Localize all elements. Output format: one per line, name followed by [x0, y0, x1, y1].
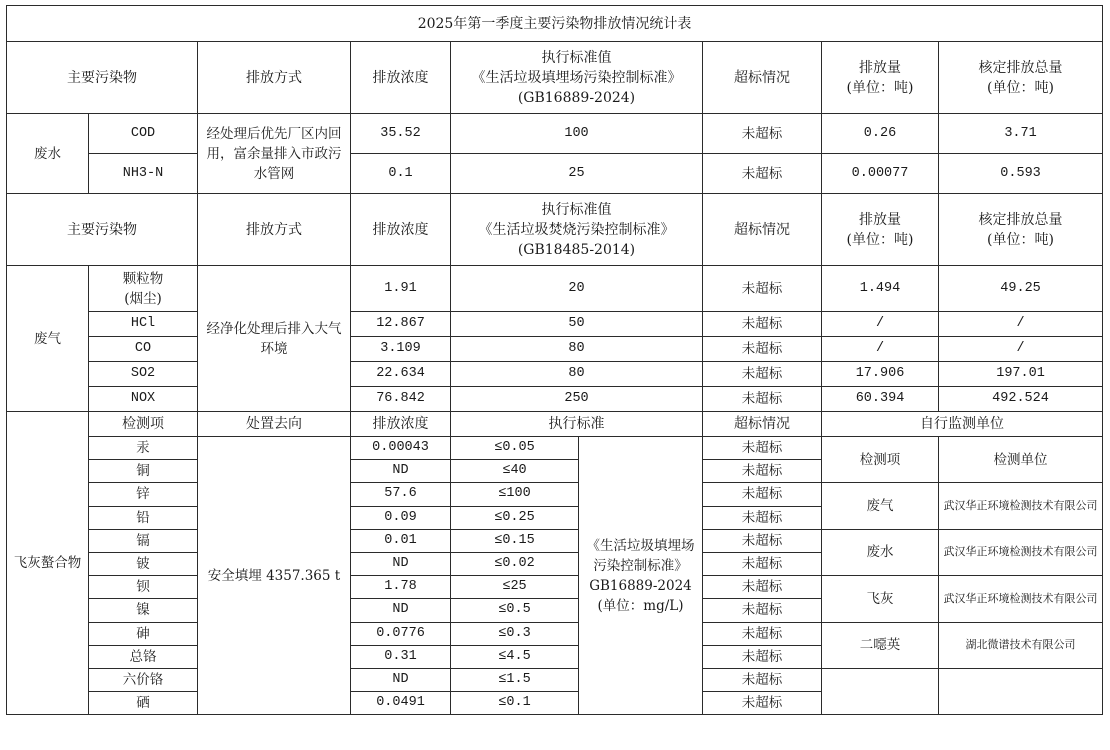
wastewater-method: 经处理后优先厂区内回用，富余量排入市政污水管网: [198, 114, 351, 194]
exceed-status: 未超标: [703, 483, 822, 506]
amount-label: 排放量: [859, 211, 901, 228]
total-value: 49.25: [939, 266, 1103, 312]
flyash-item: 砷: [89, 622, 198, 645]
concentration-value: 22.634: [351, 362, 451, 387]
wastegas-row-co: [7, 337, 1103, 362]
standard-name: 《生活垃圾焚烧污染控制标准》: [478, 221, 675, 238]
flyash-limit: ≤1.5: [451, 668, 579, 691]
emission-table: [6, 5, 1103, 715]
exceed-status: 未超标: [703, 576, 822, 599]
exceed-status: 未超标: [703, 312, 822, 337]
pollutant-name: COD: [89, 114, 198, 154]
amount-value: 0.00077: [822, 154, 939, 194]
concentration-value: 1.91: [351, 266, 451, 312]
flyash-standard-note: 《生活垃圾填埋场污染控制标准》GB16889-2024 (单位：mg/L): [579, 437, 703, 715]
concentration-value: 76.842: [351, 387, 451, 412]
wastegas-header-row: [7, 194, 1103, 266]
flyash-limit: ≤4.5: [451, 645, 579, 668]
flyash-concentration: 0.00043: [351, 437, 451, 460]
flyash-category: 飞灰螯合物: [7, 412, 89, 715]
flyash-concentration: 0.01: [351, 529, 451, 552]
monitor-unit: 武汉华正环境检测技术有限公司: [939, 529, 1103, 575]
flyash-row: [7, 668, 1103, 691]
amount-unit: (单位：吨): [846, 79, 914, 96]
total-label: 核定排放总量: [978, 211, 1063, 228]
flyash-item: 铅: [89, 506, 198, 529]
header-total: [939, 42, 1103, 114]
exceed-status: 未超标: [703, 437, 822, 460]
total-value: 492.524: [939, 387, 1103, 412]
flyash-disposal: 安全填埋 4357.365 t: [198, 437, 351, 715]
monitor-empty-cell: [822, 668, 939, 714]
wastewater-category: 废水: [7, 114, 89, 194]
flyash-row: [7, 437, 1103, 460]
total-value: /: [939, 337, 1103, 362]
flyash-concentration: 0.31: [351, 645, 451, 668]
flyash-limit: ≤0.25: [451, 506, 579, 529]
standard-value: 250: [451, 387, 703, 412]
monitor-unit: 武汉华正环境检测技术有限公司: [939, 576, 1103, 622]
concentration-value: 12.867: [351, 312, 451, 337]
header-exceed: 超标情况: [703, 42, 822, 114]
flyash-item: 汞: [89, 437, 198, 460]
header-exceed: 超标情况: [703, 412, 822, 437]
flyash-limit: ≤25: [451, 576, 579, 599]
flyash-limit: ≤0.02: [451, 552, 579, 575]
total-label: 核定排放总量: [978, 59, 1063, 76]
header-amount: [822, 42, 939, 114]
pollutant-name-line2: (烟尘): [124, 290, 162, 307]
flyash-limit: ≤0.05: [451, 437, 579, 460]
concentration-value: 35.52: [351, 114, 451, 154]
table-title: 2025年第一季度主要污染物排放情况统计表: [7, 6, 1103, 42]
standard-name: 《生活垃圾填埋场污染控制标准》: [471, 69, 682, 86]
amount-value: 60.394: [822, 387, 939, 412]
total-value: 0.593: [939, 154, 1103, 194]
amount-unit: (单位：吨): [846, 231, 914, 248]
flyash-row: [7, 576, 1103, 599]
total-unit: (单位：吨): [987, 231, 1054, 248]
standard-code: (GB16889-2024): [517, 89, 636, 106]
exceed-status: 未超标: [703, 154, 822, 194]
exceed-status: 未超标: [703, 622, 822, 645]
header-pollutant: 主要污染物: [7, 194, 198, 266]
amount-value: 17.906: [822, 362, 939, 387]
header-standard: [451, 194, 703, 266]
exceed-status: 未超标: [703, 529, 822, 552]
wastegas-method: 经净化处理后排入大气环境: [198, 266, 351, 412]
flyash-limit: ≤0.5: [451, 599, 579, 622]
exceed-status: 未超标: [703, 460, 822, 483]
standard-value: 50: [451, 312, 703, 337]
wastegas-row-hcl: [7, 312, 1103, 337]
pollutant-name: CO: [89, 337, 198, 362]
standard-value: 100: [451, 114, 703, 154]
monitor-item: 废气: [822, 483, 939, 529]
total-unit: (单位：吨): [987, 79, 1054, 96]
header-concentration: 排放浓度: [351, 194, 451, 266]
amount-value: /: [822, 312, 939, 337]
exceed-status: 未超标: [703, 266, 822, 312]
flyash-concentration: ND: [351, 668, 451, 691]
statistics-sheet: [6, 5, 1102, 715]
pollutant-name-line1: 颗粒物: [122, 270, 164, 287]
exceed-status: 未超标: [703, 692, 822, 715]
flyash-row: [7, 483, 1103, 506]
monitor-col-item: 检测项: [822, 437, 939, 483]
exceed-status: 未超标: [703, 387, 822, 412]
header-monitor-unit: 自行监测单位: [822, 412, 1103, 437]
pollutant-name: SO2: [89, 362, 198, 387]
amount-value: /: [822, 337, 939, 362]
standard-value: 80: [451, 337, 703, 362]
header-exceed: 超标情况: [703, 194, 822, 266]
exceed-status: 未超标: [703, 552, 822, 575]
standard-title: 执行标准值: [541, 49, 612, 66]
exceed-status: 未超标: [703, 362, 822, 387]
flyash-limit: ≤0.3: [451, 622, 579, 645]
flyash-row: [7, 622, 1103, 645]
flyash-item: 铜: [89, 460, 198, 483]
wastegas-row-particulate: [7, 266, 1103, 312]
wastegas-row-so2: [7, 362, 1103, 387]
flyash-concentration: 0.0776: [351, 622, 451, 645]
standard-value: 20: [451, 266, 703, 312]
total-value: /: [939, 312, 1103, 337]
pollutant-name: HCl: [89, 312, 198, 337]
wastewater-row-cod: [7, 114, 1103, 154]
standard-title: 执行标准值: [541, 201, 612, 218]
flyash-item: 锌: [89, 483, 198, 506]
wastegas-category: 废气: [7, 266, 89, 412]
standard-value: 80: [451, 362, 703, 387]
flyash-item: 硒: [89, 692, 198, 715]
amount-label: 排放量: [859, 59, 901, 76]
monitor-unit: 武汉华正环境检测技术有限公司: [939, 483, 1103, 529]
flyash-item: 镉: [89, 529, 198, 552]
amount-value: 0.26: [822, 114, 939, 154]
wastewater-header-row: [7, 42, 1103, 114]
header-total: [939, 194, 1103, 266]
header-pollutant: 主要污染物: [7, 42, 198, 114]
pollutant-name: [89, 266, 198, 312]
pollutant-name: NH3-N: [89, 154, 198, 194]
monitor-col-unit: 检测单位: [939, 437, 1103, 483]
monitor-item: 废水: [822, 529, 939, 575]
flyash-concentration: ND: [351, 552, 451, 575]
flyash-item: 铍: [89, 552, 198, 575]
exceed-status: 未超标: [703, 645, 822, 668]
wastegas-row-nox: [7, 387, 1103, 412]
flyash-item: 总铬: [89, 645, 198, 668]
flyash-header-row: [7, 412, 1103, 437]
header-amount: [822, 194, 939, 266]
header-standard: [451, 42, 703, 114]
flyash-concentration: ND: [351, 460, 451, 483]
monitor-item: 飞灰: [822, 576, 939, 622]
header-standard: 执行标准: [451, 412, 703, 437]
monitor-item: 二噁英: [822, 622, 939, 668]
header-disposal: 处置去向: [198, 412, 351, 437]
amount-value: 1.494: [822, 266, 939, 312]
monitor-unit: 湖北微谱技术有限公司: [939, 622, 1103, 668]
header-concentration: 排放浓度: [351, 412, 451, 437]
pollutant-name: NOX: [89, 387, 198, 412]
wastewater-row-nh3n: [7, 154, 1103, 194]
exceed-status: 未超标: [703, 599, 822, 622]
exceed-status: 未超标: [703, 506, 822, 529]
concentration-value: 3.109: [351, 337, 451, 362]
flyash-item: 六价铬: [89, 668, 198, 691]
flyash-row: [7, 529, 1103, 552]
header-method: 排放方式: [198, 194, 351, 266]
monitor-empty-cell: [939, 668, 1103, 714]
concentration-value: 0.1: [351, 154, 451, 194]
flyash-concentration: 0.09: [351, 506, 451, 529]
flyash-limit: ≤40: [451, 460, 579, 483]
standard-code: (GB18485-2014): [517, 241, 636, 258]
header-concentration: 排放浓度: [351, 42, 451, 114]
flyash-concentration: ND: [351, 599, 451, 622]
total-value: 3.71: [939, 114, 1103, 154]
header-item: 检测项: [89, 412, 198, 437]
header-method: 排放方式: [198, 42, 351, 114]
flyash-concentration: 1.78: [351, 576, 451, 599]
flyash-item: 镍: [89, 599, 198, 622]
exceed-status: 未超标: [703, 114, 822, 154]
exceed-status: 未超标: [703, 337, 822, 362]
flyash-limit: ≤0.15: [451, 529, 579, 552]
standard-value: 25: [451, 154, 703, 194]
flyash-concentration: 0.0491: [351, 692, 451, 715]
flyash-limit: ≤100: [451, 483, 579, 506]
flyash-concentration: 57.6: [351, 483, 451, 506]
flyash-limit: ≤0.1: [451, 692, 579, 715]
exceed-status: 未超标: [703, 668, 822, 691]
total-value: 197.01: [939, 362, 1103, 387]
flyash-item: 钡: [89, 576, 198, 599]
